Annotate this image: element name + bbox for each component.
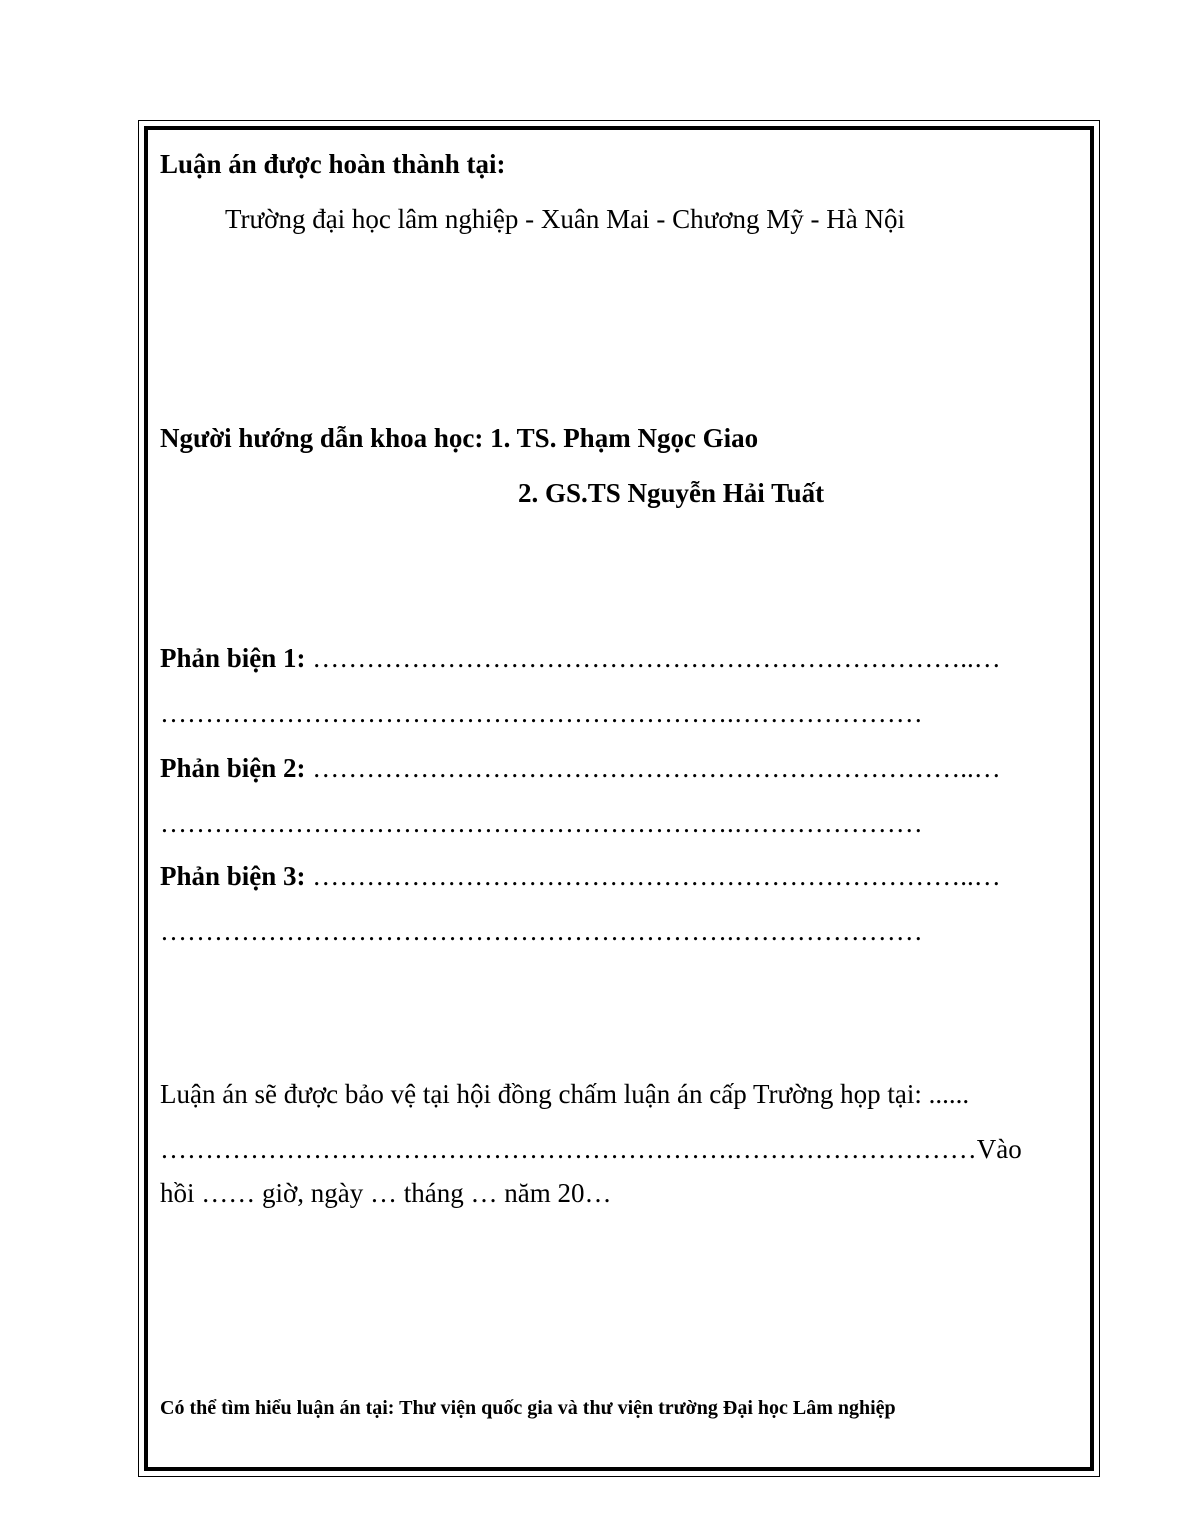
completed-at-label: Luận án được hoàn thành tại: — [160, 149, 506, 179]
reviewer-3-dots: ………………………………………………………………..… — [312, 861, 1001, 891]
defense-line-1: Luận án sẽ được bảo vệ tại hội đồng chấm luận án cấp Trường họp tại: ...... — [160, 1079, 970, 1109]
reviewer-1-label: Phản biện 1: — [160, 643, 306, 673]
defense-line-2: ……………………………………………………….………………………Vào — [160, 1134, 1022, 1164]
reviewer-2-label: Phản biện 2: — [160, 753, 306, 783]
supervisor-row — [160, 422, 758, 454]
inner-border — [144, 126, 1094, 1471]
reviewer-3-label: Phản biện 3: — [160, 861, 306, 891]
supervisor-first: 1. TS. Phạm Ngọc Giao — [490, 423, 759, 453]
reviewer-2-continuation: ……………………………………………………….………………… — [160, 808, 923, 838]
reviewer-3-line — [160, 860, 1001, 892]
library-note: Có thể tìm hiểu luận án tại: Thư viện quốc gia và thư viện trường Đại học Lâm nghiệp — [160, 1397, 896, 1419]
reviewer-2-line — [160, 752, 1001, 784]
reviewer-3-continuation: ……………………………………………………….………………… — [160, 916, 923, 946]
completed-at-place: Trường đại học lâm nghiệp - Xuân Mai - Chương Mỹ - Hà Nội — [225, 204, 905, 234]
supervisors-label: Người hướng dẫn khoa học: — [160, 423, 484, 453]
supervisor-second: 2. GS.TS Nguyễn Hải Tuất — [518, 478, 825, 508]
reviewer-2-dots: ………………………………………………………………..… — [312, 753, 1001, 783]
reviewer-1-line — [160, 642, 1001, 674]
reviewer-1-continuation: ……………………………………………………….………………… — [160, 698, 923, 728]
reviewer-1-dots: ………………………………………………………………..… — [312, 643, 1001, 673]
defense-line-3: hồi …… giờ, ngày … tháng … năm 20… — [160, 1178, 612, 1208]
